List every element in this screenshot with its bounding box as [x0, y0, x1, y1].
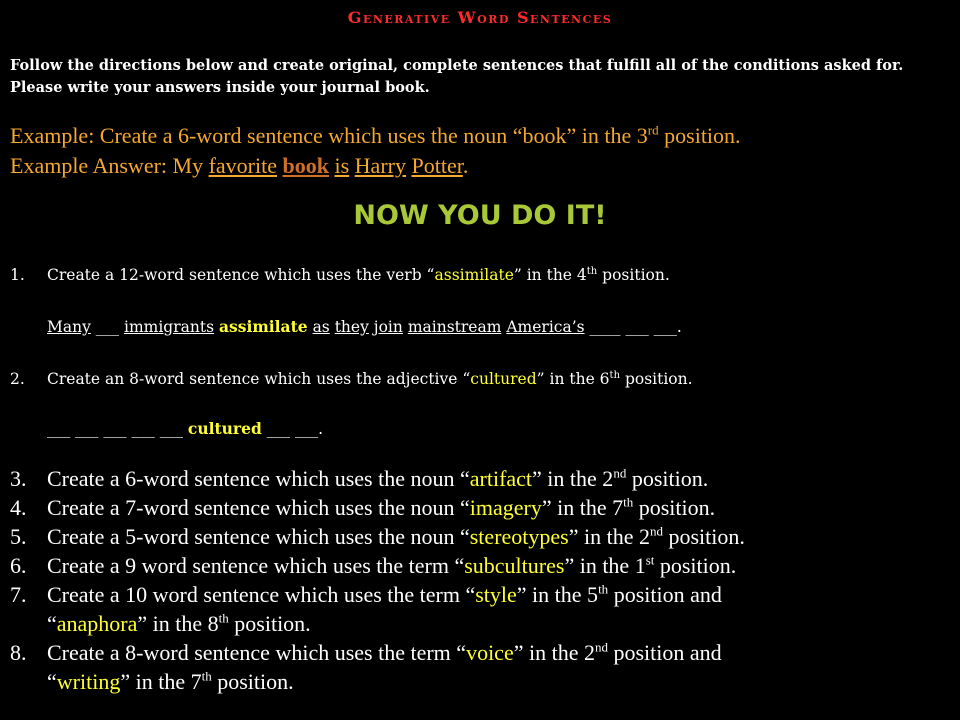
keyword: stereotypes — [469, 524, 569, 549]
now-you-do-it-heading: NOW YOU DO IT! — [353, 200, 607, 231]
directions — [10, 55, 950, 99]
answer-1: Many ___ immigrants assimilate as they join mainstream America’s ____ ___ ___. — [47, 317, 682, 336]
example-word: is — [334, 153, 350, 178]
keyword: assimilate — [434, 266, 514, 284]
keyword: cultured — [470, 370, 537, 388]
keyword: subcultures — [464, 553, 565, 578]
keyword: imagery — [469, 495, 542, 520]
answer-2: ___ ___ ___ ___ ___ cultured ___ ___. — [47, 419, 324, 438]
example-word: Potter — [411, 153, 463, 178]
keyword: writing — [56, 669, 121, 694]
page-title: Generative Word Sentences — [347, 8, 613, 27]
keyword: artifact — [469, 466, 533, 491]
keyword: anaphora — [56, 611, 138, 636]
keyword: style — [475, 582, 517, 607]
directions-line-1: Follow the directions below and create original, complete sentences that fulfill all of the conditions asked for. — [10, 57, 904, 74]
example-keyword: book — [282, 153, 329, 178]
example-question: Example: Create a 6-word sentence which uses the noun “book” in the 3rd position. — [10, 122, 741, 148]
example-answer: Example Answer: My favorite book is Harry Potter. — [10, 153, 469, 178]
example-word: Harry — [354, 153, 406, 178]
directions-line-2: Please write your answers inside your journal book. — [10, 79, 430, 96]
keyword: voice — [466, 640, 514, 665]
example-block — [10, 121, 950, 181]
example-word: favorite — [208, 153, 277, 178]
